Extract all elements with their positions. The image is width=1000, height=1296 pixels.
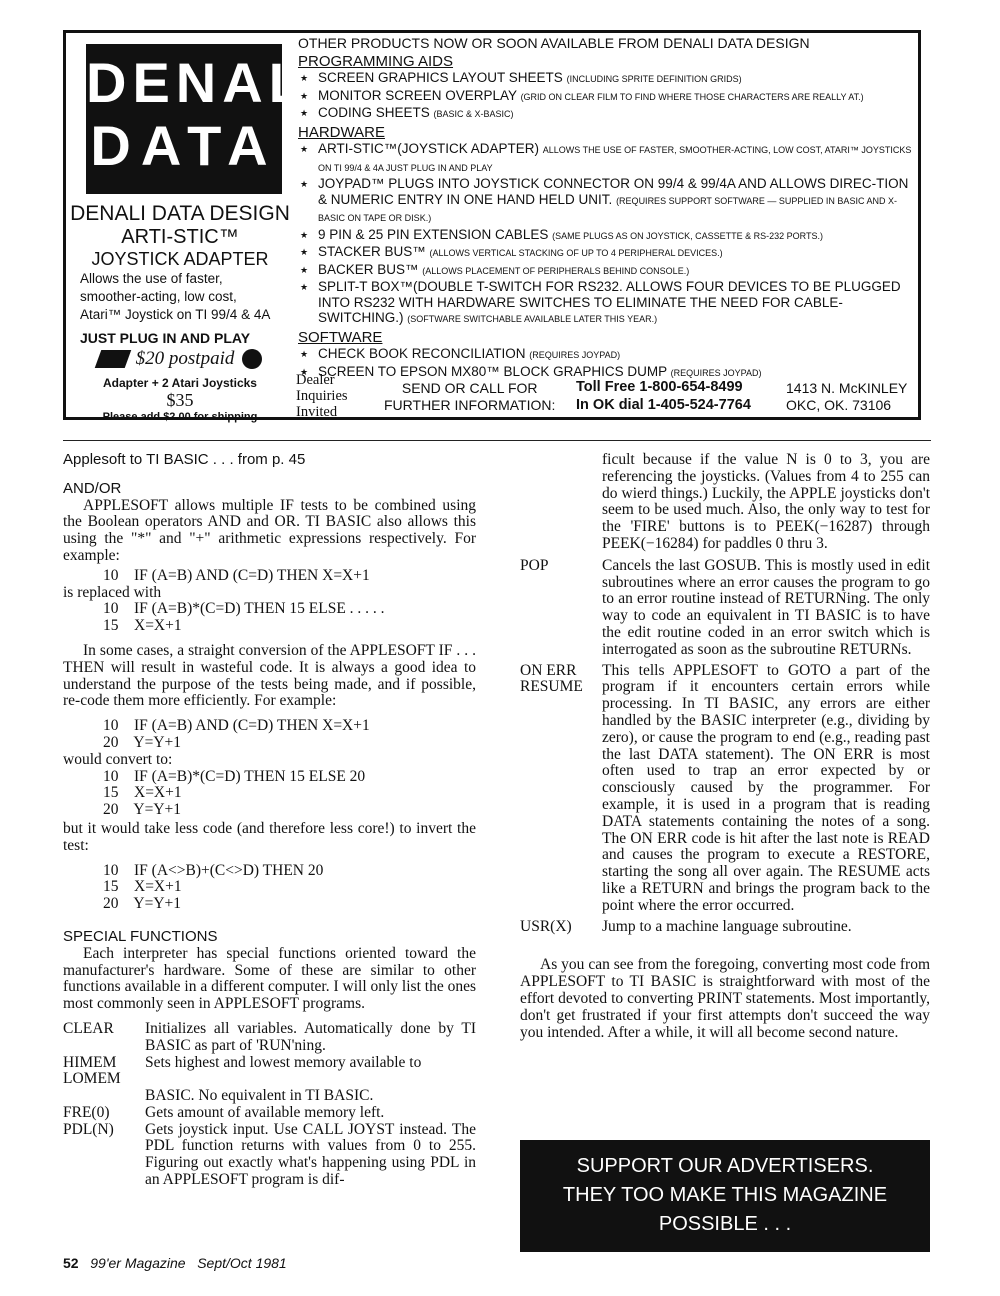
support-banner: SUPPORT OUR ADVERTISERS. THEY TOO MAKE THIS MAGAZINE POSSIBLE . . . (520, 1140, 930, 1252)
page-footer (63, 1255, 287, 1271)
andor-heading: AND/OR (63, 479, 122, 497)
pdl-continuation: ficult because if the value N is 0 to 3, you are referencing the joysticks. (Values from 4 to 255 can do wierd things.) Luckily, the APPLE joysticks don't seem to be used much. Also, the only way to test for the 'FIRE' buttons is to PEEK(−16287) through PEEK(−16284) for paddles 0 thru 3. (602, 451, 930, 552)
code-block: 10 IF (A=B)*(C=D) THEN 15 ELSE 20 15 X=X+1 20 Y=Y+1 (103, 767, 366, 819)
price-postpaid: $20 postpaid (135, 348, 235, 369)
company-name: DENALI DATA DESIGN (70, 202, 290, 225)
product-name: ARTI-STIC™(JOYSTICK ADAPTER) (318, 141, 540, 156)
product-note: (REQUIRES JOYPAD) (670, 367, 762, 378)
code-block: 10 IF (A=B) AND (C=D) THEN X=X+1 (103, 566, 370, 584)
product-name: JOYPAD™ PLUGS INTO JOYSTICK CONNECTOR ON 99/4 & 99/4A AND ALLOWS DIREC-TION & NUMERIC ENTRY IN ONE HAND HELD UNIT. (318, 176, 909, 207)
product-note: (GRID ON CLEAR FILM TO FIND WHERE THOSE CHARACTERS ARE REALLY AT.) (520, 91, 864, 102)
definition-term: POP (520, 556, 549, 574)
definition-desc: Jump to a machine language subroutine. (602, 917, 852, 935)
product-item (298, 244, 918, 262)
definition-term: USR(X) (520, 917, 572, 935)
paragraph: APPLESOFT allows multiple IF tests to be combined using the Boolean operators AND and OR. TI BASIC also allows this using the "*" and "+" arithmetic expressions respectively. For example: (63, 496, 476, 564)
product-item (298, 88, 918, 106)
paragraph: but it would take less code (and therefore less core!) to invert the test: (63, 819, 476, 854)
product-item (298, 70, 918, 88)
definition-row (63, 1088, 476, 1105)
product-item (298, 227, 918, 245)
phone-numbers: Toll Free 1-800-654-8499 In OK dial 1-405-524-7764 (576, 379, 751, 413)
logo-line1: DENALi (86, 51, 331, 114)
product-note: (SAME PLUGS AS ON JOYSTICK, CASSETTE & RS-232 PORTS.) (552, 230, 824, 241)
send-info-text: SEND OR CALL FOR FURTHER INFORMATION: (384, 380, 556, 413)
product-name: ARTI-STIC™ (121, 226, 239, 248)
page-number: 52 (63, 1255, 79, 1271)
product-name: CODING SHEETS (318, 105, 430, 120)
product-note: (SOFTWARE SWITCHABLE AVAILABLE LATER THIS YEAR.) (407, 314, 658, 324)
definition-row (520, 558, 930, 659)
definition-row (63, 1105, 476, 1122)
magazine-name: 99'er Magazine (90, 1255, 186, 1271)
product-item (298, 176, 918, 227)
paragraph: In some cases, a straight conversion of the APPLESOFT IF . . . THEN will result in wasteful code. It is always a good idea to understand the purpose of the tests being made, and if possible, re-code them more efficiently. For example: (63, 641, 476, 710)
denali-logo (86, 44, 331, 194)
product-note: (INCLUDING SPRITE DEFINITION GRIDS) (566, 74, 742, 84)
ad-left-block (66, 202, 294, 423)
definition-desc: BASIC. No equivalent in TI BASIC. (145, 1087, 374, 1105)
product-name: BACKER BUS™ (318, 261, 419, 277)
definition-term: CLEAR (63, 1019, 114, 1037)
product-name: STACKER BUS™ (318, 244, 426, 259)
product-name: SPLIT-T BOX™(DOUBLE T-SWITCH FOR RS232. ALLOWS FOUR DEVICES TO BE PLUGGED INTO RS232 WITH HARDWARE SWITCHES TO ELIMINATE THE NEED FOR CABLE-SWITCHING.) (318, 279, 901, 325)
product-name: SCREEN TO EPSON MX80™ BLOCK GRAPHICS DUMP (318, 363, 667, 379)
product-name: MONITOR SCREEN OVERPLAY (318, 87, 517, 103)
article-left-column (63, 452, 476, 1189)
plug-in-text: JUST PLUG IN AND PLAY (80, 330, 251, 346)
continued-heading: Applesoft to TI BASIC . . . from p. 45 (63, 451, 306, 468)
definition-desc (145, 1071, 476, 1088)
product-item (298, 346, 918, 364)
product-name: SCREEN GRAPHICS LAYOUT SHEETS (318, 70, 563, 85)
definition-row (63, 1122, 476, 1189)
special-functions-heading: SPECIAL FUNCTIONS (63, 927, 218, 945)
product-note: (REQUIRES JOYPAD) (529, 350, 621, 360)
product-item (298, 279, 918, 328)
definition-desc: This tells APPLESOFT to GOTO a part of the program if it encounters certain errors while processing. In TI BASIC, any errors are either handled by the BASIC interpreter (e.g., dividing by zero), or cause the program to end (e.g., reading past the last DATA statement). The ON ERR is most often used to trap an error expected by or consciously caused by the programmer. For example, it is used in a program that is reading DATA statements containing the notes of a song. The ON ERR code is hit after the last note is READ and causes the program to execute a RESTORE, starting the song all over again. The RESUME acts like a RETURN and brings the program back to the point where the error occurred. (602, 661, 930, 914)
issue-date: Sept/Oct 1981 (197, 1255, 287, 1271)
feature-line: Allows the use of faster, (80, 271, 223, 286)
definition-term (63, 1088, 145, 1105)
section-heading: HARDWARE (298, 123, 385, 141)
definition-row (63, 1055, 476, 1072)
code-block: 10 IF (A=B) AND (C=D) THEN X=X+1 20 Y=Y+1 (103, 717, 370, 751)
paragraph: Each interpreter has special functions oriented toward the manufacturer's hardware. Some of these are similar to other functions available in a different computer. I will only list the ones most commonly seen in APPLESOFT programs. (63, 944, 476, 1013)
definition-desc: Gets amount of available memory left. (145, 1103, 385, 1121)
bundle-text: Adapter + 2 Atari Joysticks (103, 376, 257, 390)
definition-row (63, 1021, 476, 1055)
product-note: (BASIC & X-BASIC) (433, 109, 514, 119)
product-item (298, 141, 918, 176)
feature-list (66, 270, 294, 324)
divider (63, 440, 931, 441)
product-note: (ALLOWS PLACEMENT OF PERIPHERALS BEHIND CONSOLE.) (422, 265, 690, 276)
shipping-note: Please add $2.00 for shipping (102, 411, 258, 423)
code-block: 10 IF (A<>B)+(C<>D) THEN 20 15 X=X+1 20 Y=Y+1 (103, 861, 324, 913)
definition-row (63, 1071, 476, 1088)
product-name: CHECK BOOK RECONCILIATION (318, 346, 526, 361)
definition-term: LOMEM (63, 1070, 121, 1088)
section-heading: PROGRAMMING AIDS (298, 52, 454, 70)
product-subtitle: JOYSTICK ADAPTER (91, 249, 269, 269)
definition-desc: Initializes all variables. Automatically done by TI BASIC as part of 'RUN'ning. (145, 1019, 476, 1054)
definition-term: PDL(N) (63, 1120, 114, 1138)
definition-list (520, 558, 930, 936)
price-bundle: $35 (166, 390, 194, 410)
logo-line2: DATA (90, 114, 278, 177)
product-note: ALLOWS THE USE OF FASTER, SMOOTHER-ACTING, LOW COST, ATARI™ JOYSTICKS ON TI 99/4 & 4A JUST PLUG IN AND PLAY (318, 145, 912, 173)
joystick-icon (94, 350, 131, 368)
definition-term: HIMEM (63, 1053, 117, 1071)
joystick-icon (242, 349, 262, 369)
article-right-column (520, 452, 930, 1041)
definition-row (520, 663, 930, 915)
text-line: would convert to: (63, 750, 173, 768)
definition-desc: Cancels the last GOSUB. This is mostly used in edit subroutines where an error causes the program to go to an error routine instead of RETURNing. The only way to code an equivalent in TI BASIC is to have the edit routine coded in an error switch which is interrogated as soon as the subroutine RETURNs. (602, 556, 930, 658)
products-heading: OTHER PRODUCTS NOW OR SOON AVAILABLE FROM DENALI DATA DESIGN (298, 35, 810, 51)
definition-desc: Sets highest and lowest memory available to (145, 1053, 422, 1071)
dealer-text: Dealer Inquiries Invited (296, 372, 348, 420)
text-line: is replaced with (63, 583, 162, 601)
ad-product-list (298, 36, 918, 381)
definition-list (63, 1021, 476, 1189)
definition-term: FRE(0) (63, 1103, 110, 1121)
definition-term: ON ERR RESUME (520, 661, 583, 696)
product-item (298, 262, 918, 280)
section-heading: SOFTWARE (298, 328, 383, 346)
definition-desc: Gets joystick input. Use CALL JOYST instead. The PDL function returns with values from 0 to 255. Figuring out exactly what's happening using PDL in an APPLESOFT program is dif- (145, 1120, 476, 1189)
feature-line: smoother-acting, low cost, (80, 289, 237, 304)
product-item (298, 105, 918, 123)
product-name: 9 PIN & 25 PIN EXTENSION CABLES (318, 226, 549, 242)
product-note: (REQUIRES SUPPORT SOFTWARE — SUPPLIED IN BASIC AND X-BASIC ON TAPE OR DISK.) (318, 195, 897, 223)
product-note: (ALLOWS VERTICAL STACKING OF UP TO 4 PERIPHERAL DEVICES.) (429, 248, 723, 258)
address: 1413 N. McKINLEY OKC, OK. 73106 (786, 380, 908, 413)
feature-line: Atari™ Joystick on TI 99/4 & 4A (80, 307, 271, 322)
definition-row (520, 919, 930, 936)
code-block: 10 IF (A=B)*(C=D) THEN 15 ELSE . . . . . 15 X=X+1 (103, 600, 385, 635)
conclusion-paragraph: As you can see from the foregoing, converting most code from APPLESOFT to TI BASIC is straightforward with most of the effort devoted to converting PRINT statements. Most importantly, don't get frustrated if your first attempts don't succeed the way you intended. After a while, it will all become second nature. (520, 956, 930, 1041)
